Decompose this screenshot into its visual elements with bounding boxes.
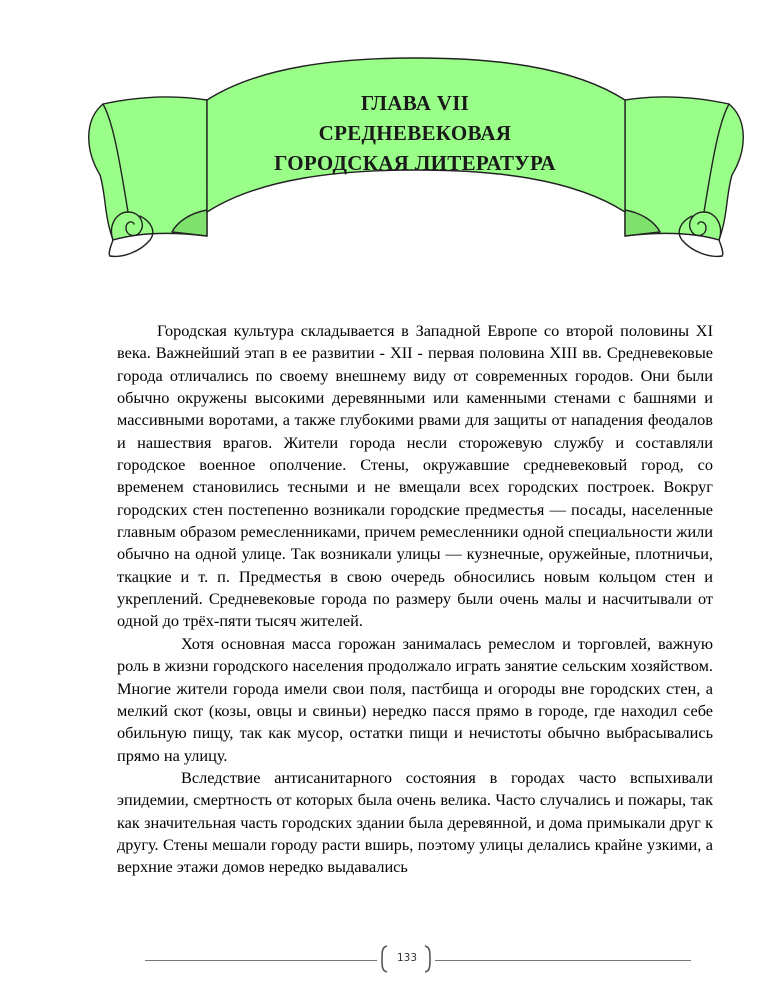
chapter-title-line-1: СРЕДНЕВЕКОВАЯ [318,121,512,145]
paragraph-1: Городская культура складывается в Западной Европе со второй половины XI века. Важнейший этап в ее развитии - XII - первая половина XIII вв. Средневековые города отличались по своему внешнему виду от современных городов. Они были обычно окружены высокими деревянными или каменными стенами с башнями и массивными воротами, а также глубокими рвами для защиты от нападения феодалов и нашествия врагов. Жители города несли сторожевую службу и составляли городское военное ополчение. Стены, окружавшие средневековый город, со временем становились тесными и не вмещали всех городских построек. Вокруг городских стен постепенно возникали городские предместья — посады, населенные главным образом ремесленниками, причем ремесленники одной специальности жили обычно на одной улице. Так возникали улицы — кузнечные, оружейные, плотничьи, ткацкие и т. п. Предместья в свою очередь обносились новым кольцом стен и укреплений. Средневековые города по размеру были очень малы и насчитывали от одной до трёх-пяти тысяч жителей. [117,321,713,631]
page-footer [145,944,691,974]
paragraph-2: Хотя основная масса горожан занималась ремеслом и торговлей, важную роль в жизни городского населения продолжало играть занятие сельским хозяйством. Многие жители города имели свои поля, пастбища и огороды вне городских стен, а мелкий скот (козы, овцы и свиньи) нередко пасся прямо в городе, где находил себе обильную пищу, так как мусор, остатки пищи и нечистоты обычно выбрасывались прямо на улицу. [117,633,713,765]
chapter-title [215,88,615,178]
chapter-title-line-2: ГОРОДСКАЯ ЛИТЕРАТУРА [274,151,556,175]
footer-rule-right [435,960,691,961]
chapter-body [117,320,713,879]
chapter-number: ГЛАВА VII [360,91,470,115]
page-number: 133 [396,952,418,964]
footer-rule-left [145,960,377,961]
paragraph-3: Вследствие антисанитарного состояния в городах часто вспыхивали эпидемии, смертность от которых была очень велика. Часто случались и пожары, так как значительная часть городских здании была деревянной, и дома примыкали друг к другу. Стены мешали городу расти вширь, поэтому улицы делались крайне узкими, а верхние этажи домов нередко выдавались [117,767,713,877]
